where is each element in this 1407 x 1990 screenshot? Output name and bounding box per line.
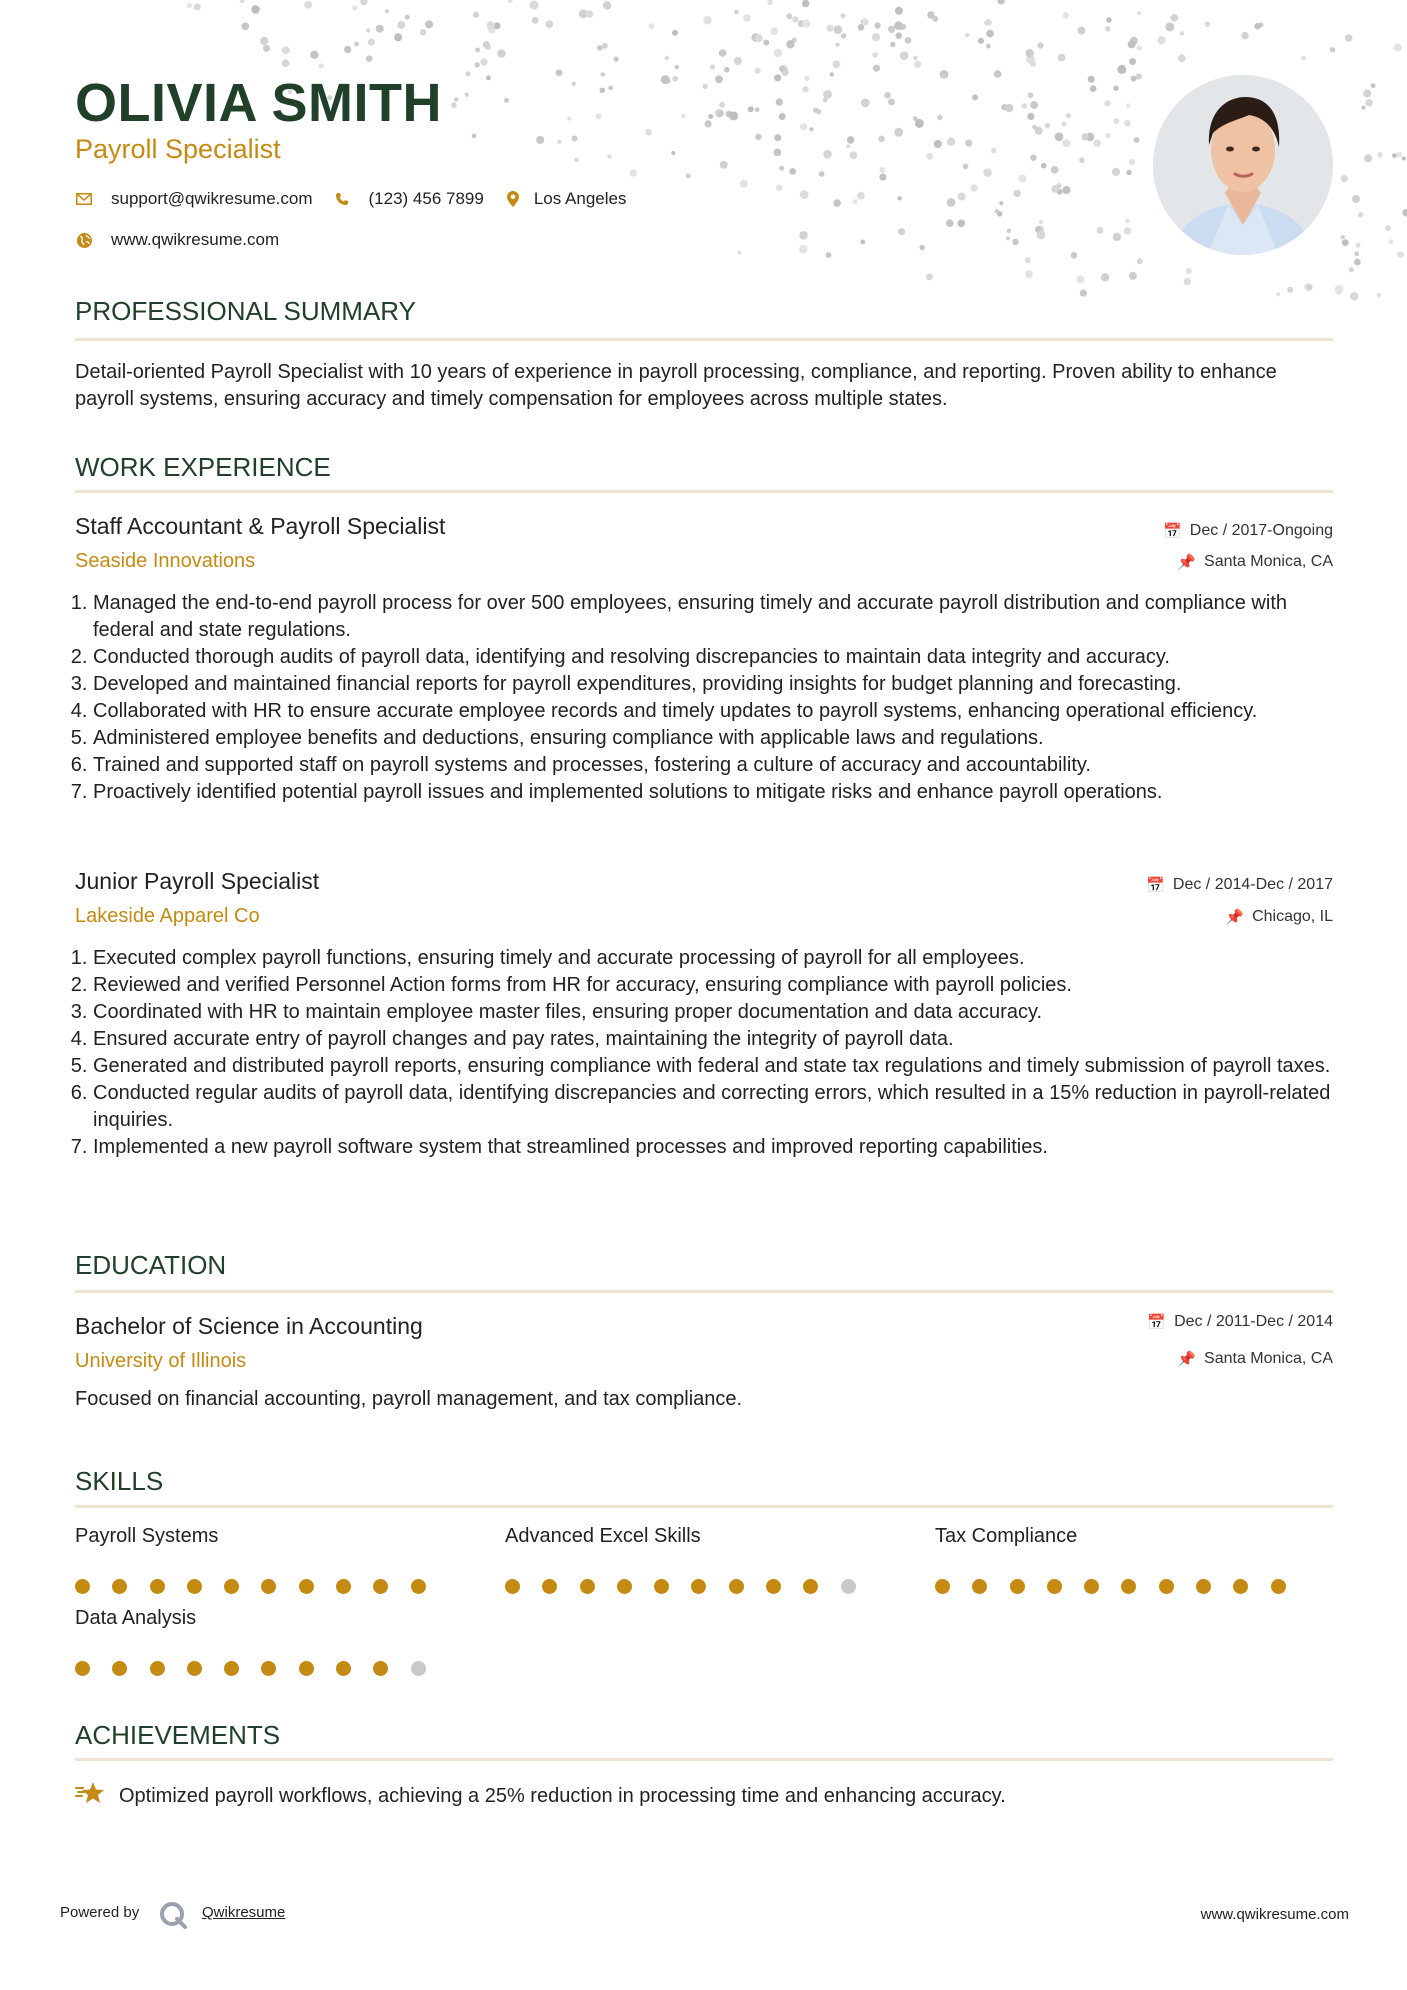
rating-dot bbox=[336, 1579, 351, 1594]
summary-heading: PROFESSIONAL SUMMARY bbox=[75, 296, 416, 326]
rating-dot bbox=[766, 1579, 781, 1594]
contact-row-2 bbox=[75, 230, 299, 250]
section-divider bbox=[75, 490, 1333, 493]
rating-dot bbox=[1010, 1579, 1025, 1594]
rating-dot bbox=[224, 1579, 239, 1594]
rating-dot bbox=[187, 1661, 202, 1676]
pushpin-icon: 📌 bbox=[1177, 1351, 1197, 1368]
email-link[interactable]: support@qwikresume.com bbox=[111, 189, 313, 208]
job-title: Junior Payroll Specialist bbox=[75, 868, 320, 894]
skills-heading: SKILLS bbox=[75, 1466, 164, 1496]
globe-icon bbox=[75, 233, 93, 248]
skill-name: Tax Compliance bbox=[935, 1525, 1078, 1547]
experience-heading: WORK EXPERIENCE bbox=[75, 452, 331, 482]
education-dates bbox=[1147, 1313, 1333, 1331]
list-item: 5. Administered employee benefits and deductions, ensuring compliance with applicable laws and regulations. bbox=[93, 725, 1351, 752]
rating-dot bbox=[373, 1661, 388, 1676]
degree-title: Bachelor of Science in Accounting bbox=[75, 1313, 423, 1339]
list-item: 3. Developed and maintained financial reports for payroll expenditures, providing insights for budget planning and forecasting. bbox=[93, 671, 1351, 698]
contact-row-1 bbox=[75, 189, 646, 209]
education-description: Focused on financial accounting, payroll management, and tax compliance. bbox=[75, 1388, 743, 1410]
list-item: 6. Conducted regular audits of payroll data, identifying discrepancies and correcting errors, which resulted in a 15% reduction in payroll-related inquiries. bbox=[93, 1080, 1351, 1134]
list-item: 1. Managed the end-to-end payroll process for over 500 employees, ensuring timely and accurate payroll distribution and compliance with federal and state regulations. bbox=[93, 590, 1351, 644]
calendar-icon: 📅 bbox=[1163, 523, 1182, 540]
rating-dot bbox=[261, 1579, 276, 1594]
rating-dot bbox=[505, 1579, 520, 1594]
job-location-text: Santa Monica, CA bbox=[1204, 553, 1333, 570]
candidate-name: OLIVIA SMITH bbox=[75, 73, 442, 133]
achievements-heading: ACHIEVEMENTS bbox=[75, 1720, 281, 1750]
rating-dot bbox=[1047, 1579, 1062, 1594]
rating-dot bbox=[1159, 1579, 1174, 1594]
skill-rating bbox=[935, 1579, 1308, 1594]
job-bullets bbox=[75, 945, 1351, 1161]
job-bullets bbox=[75, 590, 1351, 806]
education-location-text: Santa Monica, CA bbox=[1204, 1350, 1333, 1367]
rating-dot bbox=[150, 1579, 165, 1594]
list-item: 1. Executed complex payroll functions, ensuring timely and accurate processing of payroll for all employees. bbox=[93, 945, 1351, 972]
section-divider bbox=[75, 1290, 1333, 1293]
phone-icon bbox=[333, 192, 351, 206]
list-item: 7. Implemented a new payroll software system that streamlined processes and improved reporting capabilities. bbox=[93, 1134, 1351, 1161]
rating-dot bbox=[1121, 1579, 1136, 1594]
education-location bbox=[1177, 1350, 1333, 1368]
map-pin-icon bbox=[504, 191, 522, 207]
rating-dot bbox=[75, 1579, 90, 1594]
rating-dot bbox=[1084, 1579, 1099, 1594]
skill-name: Payroll Systems bbox=[75, 1525, 219, 1547]
skill-name: Advanced Excel Skills bbox=[505, 1525, 701, 1547]
phone-text[interactable]: (123) 456 7899 bbox=[368, 189, 484, 208]
rating-dot bbox=[580, 1579, 595, 1594]
job-dates-text: Dec / 2017-Ongoing bbox=[1189, 522, 1333, 539]
school-name: University of Illinois bbox=[75, 1350, 247, 1372]
achievement-text: Optimized payroll workflows, achieving a 25% reduction in processing time and enhancing accuracy. bbox=[119, 1784, 1006, 1807]
rating-dot bbox=[112, 1661, 127, 1676]
profile-photo bbox=[1153, 75, 1333, 255]
list-item: 4. Ensured accurate entry of payroll changes and pay rates, maintaining the integrity of payroll data. bbox=[93, 1026, 1351, 1053]
rating-dot bbox=[373, 1579, 388, 1594]
rating-dot bbox=[1196, 1579, 1211, 1594]
skill-rating bbox=[75, 1661, 448, 1676]
rating-dot bbox=[654, 1579, 669, 1594]
list-item: 7. Proactively identified potential payroll issues and implemented solutions to mitigate risks and enhance payroll operations. bbox=[93, 779, 1351, 806]
candidate-role: Payroll Specialist bbox=[75, 134, 281, 164]
skill-item bbox=[935, 1525, 1335, 1548]
calendar-icon: 📅 bbox=[1146, 877, 1165, 894]
rating-dot bbox=[411, 1661, 426, 1676]
rating-dot bbox=[150, 1661, 165, 1676]
job-dates bbox=[1163, 522, 1333, 540]
location-text: Los Angeles bbox=[533, 189, 627, 208]
rating-dot bbox=[617, 1579, 632, 1594]
job-dates bbox=[1146, 876, 1333, 894]
star-icon bbox=[75, 1780, 107, 1812]
rating-dot bbox=[299, 1579, 314, 1594]
rating-dot bbox=[1233, 1579, 1248, 1594]
rating-dot bbox=[299, 1661, 314, 1676]
rating-dot bbox=[691, 1579, 706, 1594]
education-heading: EDUCATION bbox=[75, 1250, 227, 1280]
rating-dot bbox=[803, 1579, 818, 1594]
section-divider bbox=[75, 1758, 1333, 1761]
list-item: 5. Generated and distributed payroll reports, ensuring compliance with federal and state tax regulations and timely submission of payroll taxes. bbox=[93, 1053, 1351, 1080]
rating-dot bbox=[972, 1579, 987, 1594]
job-location-text: Chicago, IL bbox=[1252, 908, 1333, 925]
education-dates-text: Dec / 2011-Dec / 2014 bbox=[1174, 1313, 1333, 1330]
envelope-icon bbox=[75, 193, 93, 205]
rating-dot bbox=[542, 1579, 557, 1594]
qwikresume-link[interactable]: Qwikresume bbox=[202, 1904, 286, 1921]
skill-name: Data Analysis bbox=[75, 1607, 197, 1629]
company-name: Seaside Innovations bbox=[75, 550, 256, 572]
skill-item bbox=[505, 1525, 905, 1548]
skill-rating bbox=[505, 1579, 878, 1594]
website-link[interactable]: www.qwikresume.com bbox=[111, 230, 280, 249]
list-item: 3. Coordinated with HR to maintain employee master files, ensuring proper documentation and data accuracy. bbox=[93, 999, 1351, 1026]
calendar-icon: 📅 bbox=[1147, 1314, 1167, 1331]
job-location bbox=[1225, 908, 1333, 926]
rating-dot bbox=[112, 1579, 127, 1594]
rating-dot bbox=[729, 1579, 744, 1594]
list-item: 6. Trained and supported staff on payroll systems and processes, fostering a culture of accuracy and accountability. bbox=[93, 752, 1351, 779]
skill-rating bbox=[75, 1579, 448, 1594]
rating-dot bbox=[261, 1661, 276, 1676]
list-item: 4. Collaborated with HR to ensure accurate employee records and timely updates to payroll systems, enhancing operational efficiency. bbox=[93, 698, 1351, 725]
company-name: Lakeside Apparel Co bbox=[75, 905, 260, 927]
job-title: Staff Accountant & Payroll Specialist bbox=[75, 513, 446, 539]
pushpin-icon: 📌 bbox=[1177, 554, 1197, 571]
rating-dot bbox=[75, 1661, 90, 1676]
summary-text: Detail-oriented Payroll Specialist with 10 years of experience in payroll processing, compliance, and reporting. Proven ability to enhance payroll systems, ensuring accuracy and timely compensation for employees across multiple states. bbox=[75, 361, 1277, 410]
rating-dot bbox=[224, 1661, 239, 1676]
list-item: 2. Conducted thorough audits of payroll data, identifying and resolving discrepancies to maintain data integrity and accuracy. bbox=[93, 644, 1351, 671]
rating-dot bbox=[411, 1579, 426, 1594]
rating-dot bbox=[1271, 1579, 1286, 1594]
qwikresume-logo-icon bbox=[158, 1900, 188, 1935]
footer bbox=[0, 1900, 1407, 1930]
skill-item bbox=[75, 1525, 475, 1548]
powered-by-label: Powered by bbox=[60, 1904, 140, 1921]
rating-dot bbox=[841, 1579, 856, 1594]
footer-website-link[interactable]: www.qwikresume.com bbox=[1200, 1906, 1349, 1923]
rating-dot bbox=[935, 1579, 950, 1594]
job-dates-text: Dec / 2014-Dec / 2017 bbox=[1172, 876, 1333, 893]
job-location bbox=[1177, 553, 1333, 571]
section-divider bbox=[75, 1505, 1333, 1508]
list-item: 2. Reviewed and verified Personnel Action forms from HR for accuracy, ensuring compliance with payroll policies. bbox=[93, 972, 1351, 999]
rating-dot bbox=[187, 1579, 202, 1594]
skill-item bbox=[75, 1607, 475, 1630]
pushpin-icon: 📌 bbox=[1225, 909, 1245, 926]
achievement-item bbox=[75, 1780, 1006, 1812]
rating-dot bbox=[336, 1661, 351, 1676]
section-divider bbox=[75, 338, 1333, 341]
